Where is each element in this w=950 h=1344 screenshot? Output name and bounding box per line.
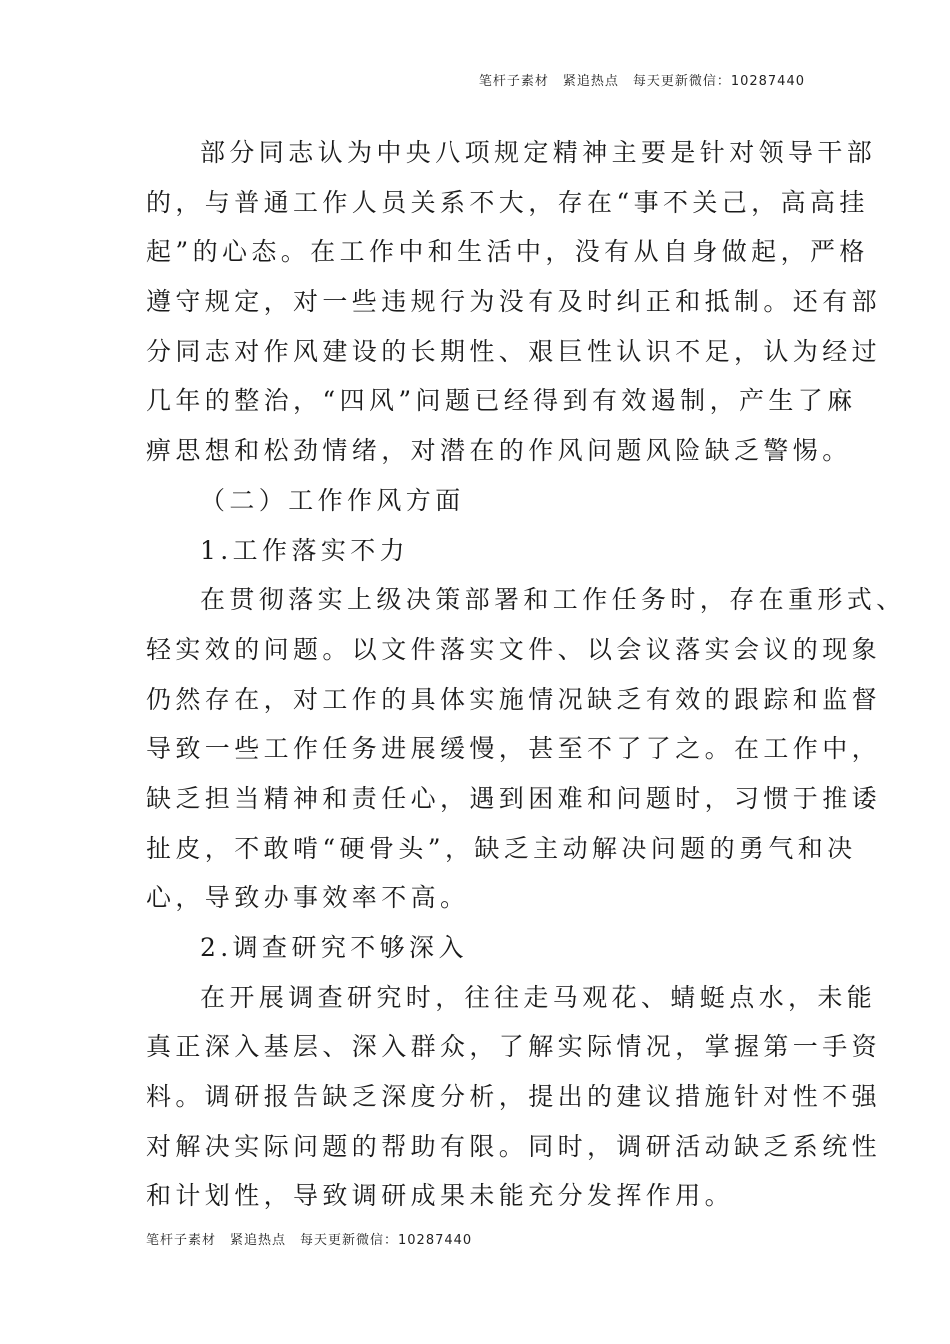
page-footer: 笔杆子素材 紧追热点 每天更新微信：10287440 xyxy=(146,1233,473,1248)
paragraph-line: 痹思想和松劲情绪，对潜在的作风问题风险缺乏警惕。 xyxy=(146,436,852,466)
paragraph-line: 仍然存在，对工作的具体实施情况缺乏有效的跟踪和监督 xyxy=(146,684,882,714)
paragraph-line: 缺乏担当精神和责任心，遇到困难和问题时，习惯于推诿 xyxy=(146,783,882,813)
paragraph-line: 几年的整治，“四风”问题已经得到有效遏制，产生了麻 xyxy=(146,386,857,416)
paragraph-line: 对解决实际问题的帮助有限。同时，调研活动缺乏系统性 xyxy=(146,1131,882,1161)
paragraph-line: 在开展调查研究时，往往走马观花、蜻蜓点水，未能 xyxy=(200,982,877,1012)
page-header: 笔杆子素材 紧追热点 每天更新微信：10287440 xyxy=(478,74,805,89)
paragraph-line: 起”的心态。在工作中和生活中，没有从自身做起，严格 xyxy=(146,237,869,267)
paragraph-line: 心，导致办事效率不高。 xyxy=(146,883,470,913)
subsection-heading: 1.工作落实不力 xyxy=(200,535,410,565)
paragraph-line: 真正深入基层、深入群众，了解实际情况，掌握第一手资 xyxy=(146,1032,882,1062)
paragraph-line: 部分同志认为中央八项规定精神主要是针对领导干部 xyxy=(200,138,877,167)
paragraph-line: 轻实效的问题。以文件落实文件、以会议落实会议的现象 xyxy=(146,634,882,664)
paragraph-line: 导致一些工作任务进展缓慢，甚至不了了之。在工作中， xyxy=(146,734,882,764)
document-body xyxy=(146,128,906,1221)
paragraph-line: 扯皮，不敢啃“硬骨头”，缺乏主动解决问题的勇气和决 xyxy=(146,833,857,863)
section-heading: （二）工作作风方面 xyxy=(200,485,465,515)
paragraph-line: 的，与普通工作人员关系不大，存在“事不关己，高高挂 xyxy=(146,187,869,217)
subsection-heading: 2.调查研究不够深入 xyxy=(200,933,468,962)
paragraph-line: 遵守规定，对一些违规行为没有及时纠正和抵制。还有部 xyxy=(146,287,882,317)
paragraph-line: 料。调研报告缺乏深度分析，提出的建议措施针对性不强 xyxy=(146,1082,882,1112)
paragraph-line: 分同志对作风建设的长期性、艰巨性认识不足，认为经过 xyxy=(146,336,882,366)
paragraph-line: 在贯彻落实上级决策部署和工作任务时，存在重形式、 xyxy=(200,585,906,615)
paragraph-line: 和计划性，导致调研成果未能充分发挥作用。 xyxy=(146,1181,735,1211)
